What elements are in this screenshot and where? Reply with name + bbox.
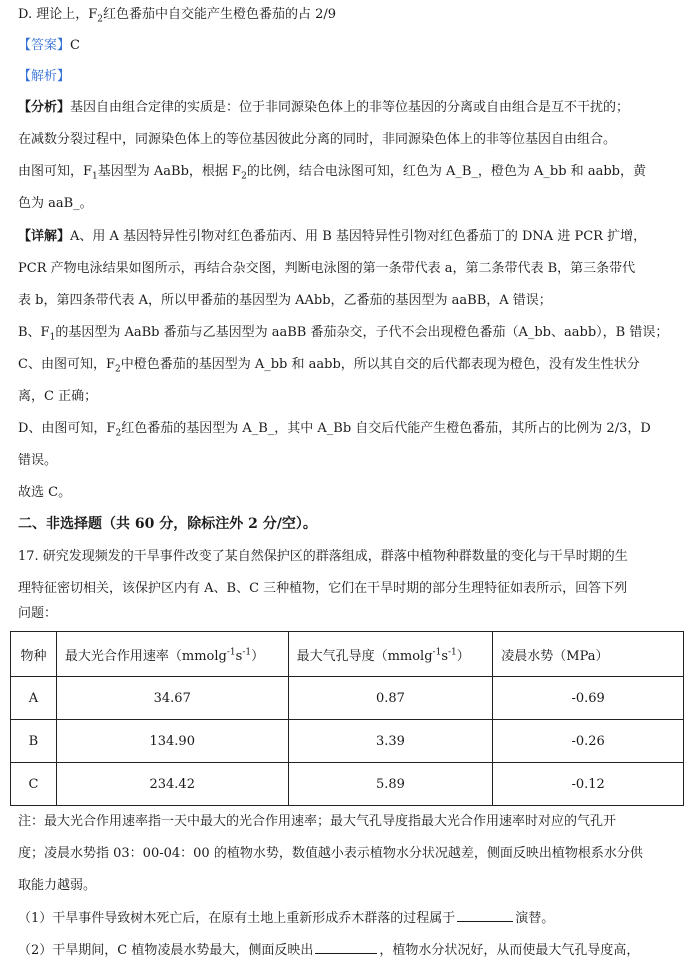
cell-species: B [11, 720, 57, 763]
cell-stomatal: 5.89 [288, 763, 493, 806]
table-row [11, 720, 684, 763]
note-line-2: 度；凌晨水势指 03：00-04：00 的植物水势，数值越小表示植物水分状况越差，侧面反映出植物根系水分供 [18, 846, 643, 861]
fenxi-line-1: 【分析】基因自由组合定律的实质是：位于非同源染色体上的非等位基因的分离或自由组合是互不干扰的； [18, 100, 630, 115]
note-line-3: 取能力越弱。 [18, 878, 97, 893]
fenxi-line-2: 在减数分裂过程中，同源染色体上的等位基因彼此分离的同时，非同源染色体上的非等位基因自由组合。 [18, 132, 617, 147]
q17-line-2: 理特征密切相关，该保护区内有 A、B、C 三种植物，它们在干旱时期的部分生理特征如表所示，回答下列 [18, 581, 628, 596]
xiangjie-tag: 【详解】 [18, 229, 71, 244]
cell-water-potential: -0.12 [493, 763, 684, 806]
header-dawn-water-potential: 凌晨水势（MPa） [493, 632, 684, 677]
option-d: D. 理论上，$F_2$红色番茄中自交能产生橙色番茄的占 2/9 [18, 7, 337, 25]
header-max-stomatal-conductance: 最大气孔导度$(mmolg^{-1}s^{-1})$ [288, 632, 493, 677]
xiangjie-option-d: D、由图可知，$F_2$红色番茄的基因型为 A_B_，其中 A_Bb 自交后代能产生橙色番茄，其所占的比例为 2/3，D [18, 421, 651, 439]
xiangjie-option-b: B、$F_1$的基因型为 AaBb 番茄与乙基因型为 aaBB 番茄杂交，子代不会出现橙色番茄（A_bb、aabb），B 错误； [18, 325, 669, 343]
table-row [11, 763, 684, 806]
table-header-row [11, 632, 684, 677]
fenxi-line-3: 由图可知，$F_1$基因型为 AaBb，根据 $F_2$的比例，结合电泳图可知，红色为 A_B_，橙色为 A_bb 和 aabb，黄 [18, 164, 646, 182]
note-line-1: 注：最大光合作用速率指一天中最大的光合作用速率；最大气孔导度指最大光合作用速率时对应的气孔开 [18, 814, 617, 829]
xiangjie-line-3: 表 b，第四条带代表 A，所以甲番茄的基因型为 AAbb，乙番茄的基因型为 aaBB，A 错误； [18, 293, 552, 308]
header-max-photosynthesis: 最大光合作用速率$(mmolg^{-1}s^{-1})$ [56, 632, 288, 677]
answer-blank[interactable] [457, 909, 513, 922]
analysis-tag: 【解析】 [18, 69, 71, 84]
fenxi-tag: 【分析】 [18, 100, 71, 115]
answer-value: C [70, 38, 80, 53]
answer-tag: 【答案】 [18, 38, 71, 53]
sub-question-2: （2）干旱期间，C 植物凌晨水势最大，侧面反映出 ，植物水分状况好，从而使最大气孔导度高， [18, 943, 640, 958]
answer-line [18, 37, 80, 55]
xiangjie-line-1: 【详解】A、用 A 基因特异性引物对红色番茄丙、用 B 基因特异性引物对红色番茄丁的 DNA 进 PCR 扩增， [18, 229, 647, 244]
header-species: 物种 [11, 632, 57, 677]
cell-photosynthesis: 234.42 [56, 763, 288, 806]
conclusion: 故选 C。 [18, 485, 72, 500]
fenxi-line-4: 色为 aaB_。 [18, 196, 93, 211]
table-row [11, 677, 684, 720]
q17-line-1: 17. 研究发现频发的干旱事件改变了某自然保护区的群落组成，群落中植物种群数量的变化与干旱时期的生 [18, 549, 628, 564]
cell-water-potential: -0.69 [493, 677, 684, 720]
xiangjie-line-2: PCR 产物电泳结果如图所示，再结合杂交图，判断电泳图的第一条带代表 a，第二条带代表 B，第三条带代 [18, 261, 636, 276]
cell-species: A [11, 677, 57, 720]
sub-question-1: （1）干旱事件导致树木死亡后，在原有土地上重新形成乔木群落的过程属于 演替。 [18, 911, 555, 926]
xiangjie-option-d-cont: 错误。 [18, 453, 58, 468]
xiangjie-option-c: C、由图可知，$F_2$中橙色番茄的基因型为 A_bb 和 aabb，所以其自交的后代都表现为橙色，没有发生性状分 [18, 357, 640, 375]
xiangjie-option-c-cont: 离，C 正确； [18, 389, 98, 404]
cell-water-potential: -0.26 [493, 720, 684, 763]
section-title: 二、非选择题（共 60 分，除标注外 2 分/空）。 [18, 516, 317, 532]
cell-species: C [11, 763, 57, 806]
cell-stomatal: 3.39 [288, 720, 493, 763]
answer-blank[interactable] [315, 941, 377, 954]
q17-line-3: 问题： [18, 606, 58, 621]
cell-stomatal: 0.87 [288, 677, 493, 720]
cell-photosynthesis: 34.67 [56, 677, 288, 720]
cell-photosynthesis: 134.90 [56, 720, 288, 763]
physiology-table [10, 631, 684, 806]
